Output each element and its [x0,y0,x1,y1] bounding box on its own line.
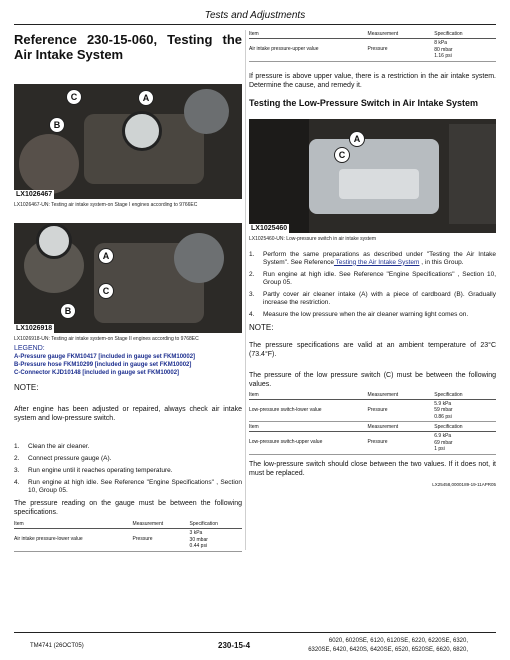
note-text: The pressure specifications are valid at an ambient temperature of 23°C (73.4°F). [249,341,496,358]
photo-id: LX1025460 [251,224,288,232]
header-rule [14,24,496,25]
callout-b: B [60,303,76,319]
switch-intro: The pressure of the low pressure switch (C) must be between the following values. [249,371,496,388]
list-item: 1. Perform the same preparations as described under "Testing the Air Intake System". See Reference Testing the Air Intake System , in this Group. [249,250,496,266]
footer-doc-id: TM4741 (26OCT05) [30,643,84,649]
table-header: Measurement [133,520,190,529]
photo-caption: LX1026918-UN: Testing air intake system-on Stage II engines according to 9768EC [14,336,199,342]
table-header: Item [249,423,368,432]
reference-title: Reference 230-15-060, Testing the Air Intake System [14,32,242,62]
photo-caption: LX1026467-UN: Testing air intake system-on Stage I engines according to 9766EC [14,202,198,208]
list-item: 2. Run engine at high idle. See Reference "Engine Specifications" , Section 10, Group 05. [249,270,496,286]
callout-c: C [98,283,114,299]
table-row: Air intake pressure-upper value Pressure 8 kPa 80 mbar 1.16 psi [249,39,496,62]
table-header: Item [249,30,368,39]
table-header: Measurement [368,391,435,400]
list-item: 1. Clean the air cleaner. [14,443,90,450]
list-item: 4. Run engine at high idle. See Reference "Engine Specifications" , Section 10, Group 05. [14,479,242,494]
note-label: NOTE: [14,383,39,392]
legend-title: LEGEND: [14,345,45,352]
section-subtitle: Testing the Low-Pressure Switch in Air Intake System [249,97,479,108]
photo-id: LX1026918 [16,325,53,332]
photo-stage1-test [14,84,242,199]
table-row: Low-pressure switch-lower value Pressure 5.9 kPa 59 mbar 0.86 psi [249,399,496,422]
spec-table [249,391,496,423]
column-divider [245,30,246,550]
table-row: Air intake pressure-lower value Pressure 3 kPa 30 mbar 0.44 psi [14,529,242,552]
spec-table [249,30,496,62]
close-text: The low-pressure switch should close between the two values. If it does not, it must be replaced. [249,460,496,477]
spec-table [249,423,496,455]
note-label: NOTE: [249,322,274,332]
list-item: 2. Connect pressure gauge (A). [14,455,112,462]
table-header: Item [249,391,368,400]
right-column [249,30,496,487]
page-header-title: Tests and Adjustments [204,10,306,21]
table-header: Specification [434,391,496,400]
footer-models-line: 6020, 6020SE, 6120, 6120SE, 6220, 6220SE, 6320, [328,638,468,644]
callout-b: B [49,117,65,133]
table-header: Specification [190,520,242,529]
photo-id: LX1026467 [16,191,53,198]
list-item: 4. Measure the low pressure when the air cleaner warning light comes on. [249,310,469,318]
list-item: 3. Partly cover air cleaner intake (A) with a piece of cardboard (B). Gradually increase the restriction. [249,290,496,306]
footer-models-line: 6320SE, 6420, 6420S, 6420SE, 6520, 6520SE, 6620, 6820, [308,647,468,653]
table-header: Specification [434,423,496,432]
list-item: 3. Run engine until it reaches operating temperature. [14,467,173,474]
table-header: Measurement [368,30,435,39]
callout-a: A [138,90,154,106]
callout-c: C [66,89,82,105]
left-column [14,30,242,552]
footer-models [278,637,468,655]
photo-low-pressure-switch [249,119,496,233]
callout-a: A [349,131,365,147]
legend-item: C-Connector KJD10148 [included in gauge set FKM10002] [14,370,180,376]
table-header: Item [14,520,133,529]
spec-table [14,520,242,552]
upper-value-note: If pressure is above upper value, there is a restriction in the air intake system. Determine the cause, and remedy it. [249,72,496,89]
cross-reference-link[interactable]: Testing the Air Intake System [333,258,420,266]
legend-item: B-Pressure hose FKM10299 [included in gauge set FKM10002] [14,362,192,368]
reference-code: LX25458,0000189-19-11APR05 [432,481,496,487]
note-text: After engine has been adjusted or repaired, always check air intake system and low-pressure switch. [14,406,242,422]
footer-page-number: 230-15-4 [218,641,251,650]
reading-text: The pressure reading on the gauge must be between the following specifications. [14,500,242,516]
table-header: Measurement [368,423,435,432]
footer-rule [14,632,496,633]
photo-caption: LX1025460-UN: Low-pressure switch in air intake system [249,235,376,242]
table-row: Low-pressure switch-upper value Pressure 6.9 kPa 69 mbar 1 psi [249,432,496,455]
callout-a: A [98,248,114,264]
legend-item: A-Pressure gauge FKM10417 [included in gauge set FKM10002] [14,354,196,360]
callout-c: C [334,147,350,163]
table-header: Specification [434,30,496,39]
photo-stage2-test [14,223,242,333]
procedure-steps [14,443,242,495]
procedure-steps [249,251,496,319]
